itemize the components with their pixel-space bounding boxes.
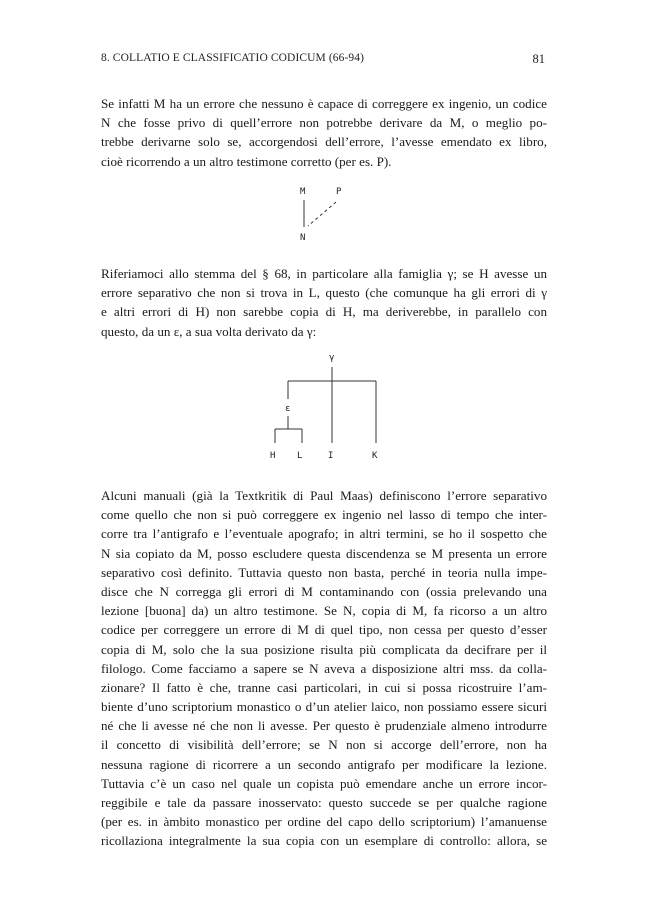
paragraph-3-line: disce che N corregga gli errori di M contaminando con (ossia prelevando una <box>101 583 547 599</box>
paragraph-3-line: zionare? Il fatto è che, tranne casi particolari, in cui si possa ricostruire l’am- <box>101 679 547 695</box>
paragraph-3-line: né che li avesse né che non li avesse. Per questo è prudenziale almeno introdurre <box>101 718 547 734</box>
running-head: 8. COLLATIO E CLASSIFICATIO CODICUM (66-94) <box>101 52 365 64</box>
node-i: I <box>328 451 334 461</box>
paragraph-3-line: reggibile e tale da passare inosservato: questo succede se per qualche ragione <box>101 795 547 810</box>
paragraph-2-line: questo, da un ε, a sua volta derivato da γ: <box>101 323 317 339</box>
paragraph-3-line: corre tra l’antigrafo e l’eventuale apografo; in altri termini, se ho il sospetto che <box>101 526 547 542</box>
paragraph-3-line: separativo così definito. Tuttavia questo non basta, perché in teoria nulla impe- <box>101 564 547 580</box>
node-m: M <box>300 187 306 197</box>
node-gamma: γ <box>329 353 335 363</box>
paragraph-3-line: il concetto di visibilità dell’errore; se N non si accorge dell’errore, non ha <box>101 737 547 753</box>
paragraph-1-line: trebbe derivarne solo se, accorgendosi dell’errore, l’avesse emendato ex libro, <box>101 134 547 150</box>
node-n: N <box>300 233 306 243</box>
paragraph-3-line: come quello che non si può correggere ex ingenio nel lasso di tempo che inter- <box>101 507 547 523</box>
paragraph-1 <box>101 94 547 171</box>
paragraph-3-line: nessuna ragione di ricorrere a un secondo antigrafo per modificare la lezione. <box>101 756 547 772</box>
paragraph-3-line: ricollaziona integralmente la sua copia con un esemplare di controllo: allora, se <box>101 833 547 849</box>
paragraph-3-line: lezione [buona] da) un altro testimone. Se N, copia di M, fa ricorso a un altro <box>101 603 547 619</box>
node-h: H <box>270 451 276 461</box>
paragraph-1-line: cioè ricorrendo a un altro testimone corretto (per es. P). <box>101 153 392 169</box>
paragraph-3-line: codice per correggere un errore di M di quel tipo, non cessa per questo d’esser <box>101 622 547 638</box>
stemma-diagram-gamma <box>255 345 405 465</box>
paragraph-2-line: errore separativo che non si trova in L, questo (che comunque ha gli errori di γ <box>101 285 547 301</box>
paragraph-2 <box>101 264 547 341</box>
paragraph-3-line: copia di M, solo che la sua posizione risulta più complicata da decifrare per il <box>101 641 547 657</box>
paragraph-3-line: filologo. Come facciamo a sapere se N aveva a disposizione altri mss. da colla- <box>101 660 547 676</box>
paragraph-3-line: N sia copiato da M, posso escludere questa discendenza se M presenta un errore <box>101 545 547 561</box>
paragraph-3-line: biente d’uno scriptorium monastico o d’un atelier laico, non possiamo essere sicuri <box>101 699 547 715</box>
paragraph-3-line: (per es. in àmbito monastico per ordine del capo dello scriptorium) l’amanuense <box>101 814 547 830</box>
node-l: L <box>297 451 303 461</box>
stemma-diagram-mpn <box>290 180 360 250</box>
paragraph-3-line: Tuttavia c’è un caso nel quale un copista può emendare anche un errore incor- <box>101 775 547 791</box>
paragraph-3 <box>101 486 547 851</box>
paragraph-2-line: e altri errori di H) non sarebbe copia di H, ma deriverebbe, in parallelo con <box>101 304 547 320</box>
paragraph-1-line: Se infatti M ha un errore che nessuno è capace di correggere ex ingenio, un codice <box>101 96 547 111</box>
paragraph-3-line: Alcuni manuali (già la Textkritik di Paul Maas) definiscono l’errore separativo <box>101 488 547 503</box>
paragraph-1-line: N che fosse privo di quell’errore non potrebbe derivare da M, o meglio po- <box>101 115 547 131</box>
edge-p-n-dashed <box>308 202 336 226</box>
node-k: K <box>372 451 378 461</box>
node-p: P <box>336 187 342 197</box>
node-epsilon: ε <box>285 404 291 414</box>
paragraph-2-line: Riferiamoci allo stemma del § 68, in particolare alla famiglia γ; se H avesse un <box>101 266 547 281</box>
page-number: 81 <box>532 52 545 66</box>
